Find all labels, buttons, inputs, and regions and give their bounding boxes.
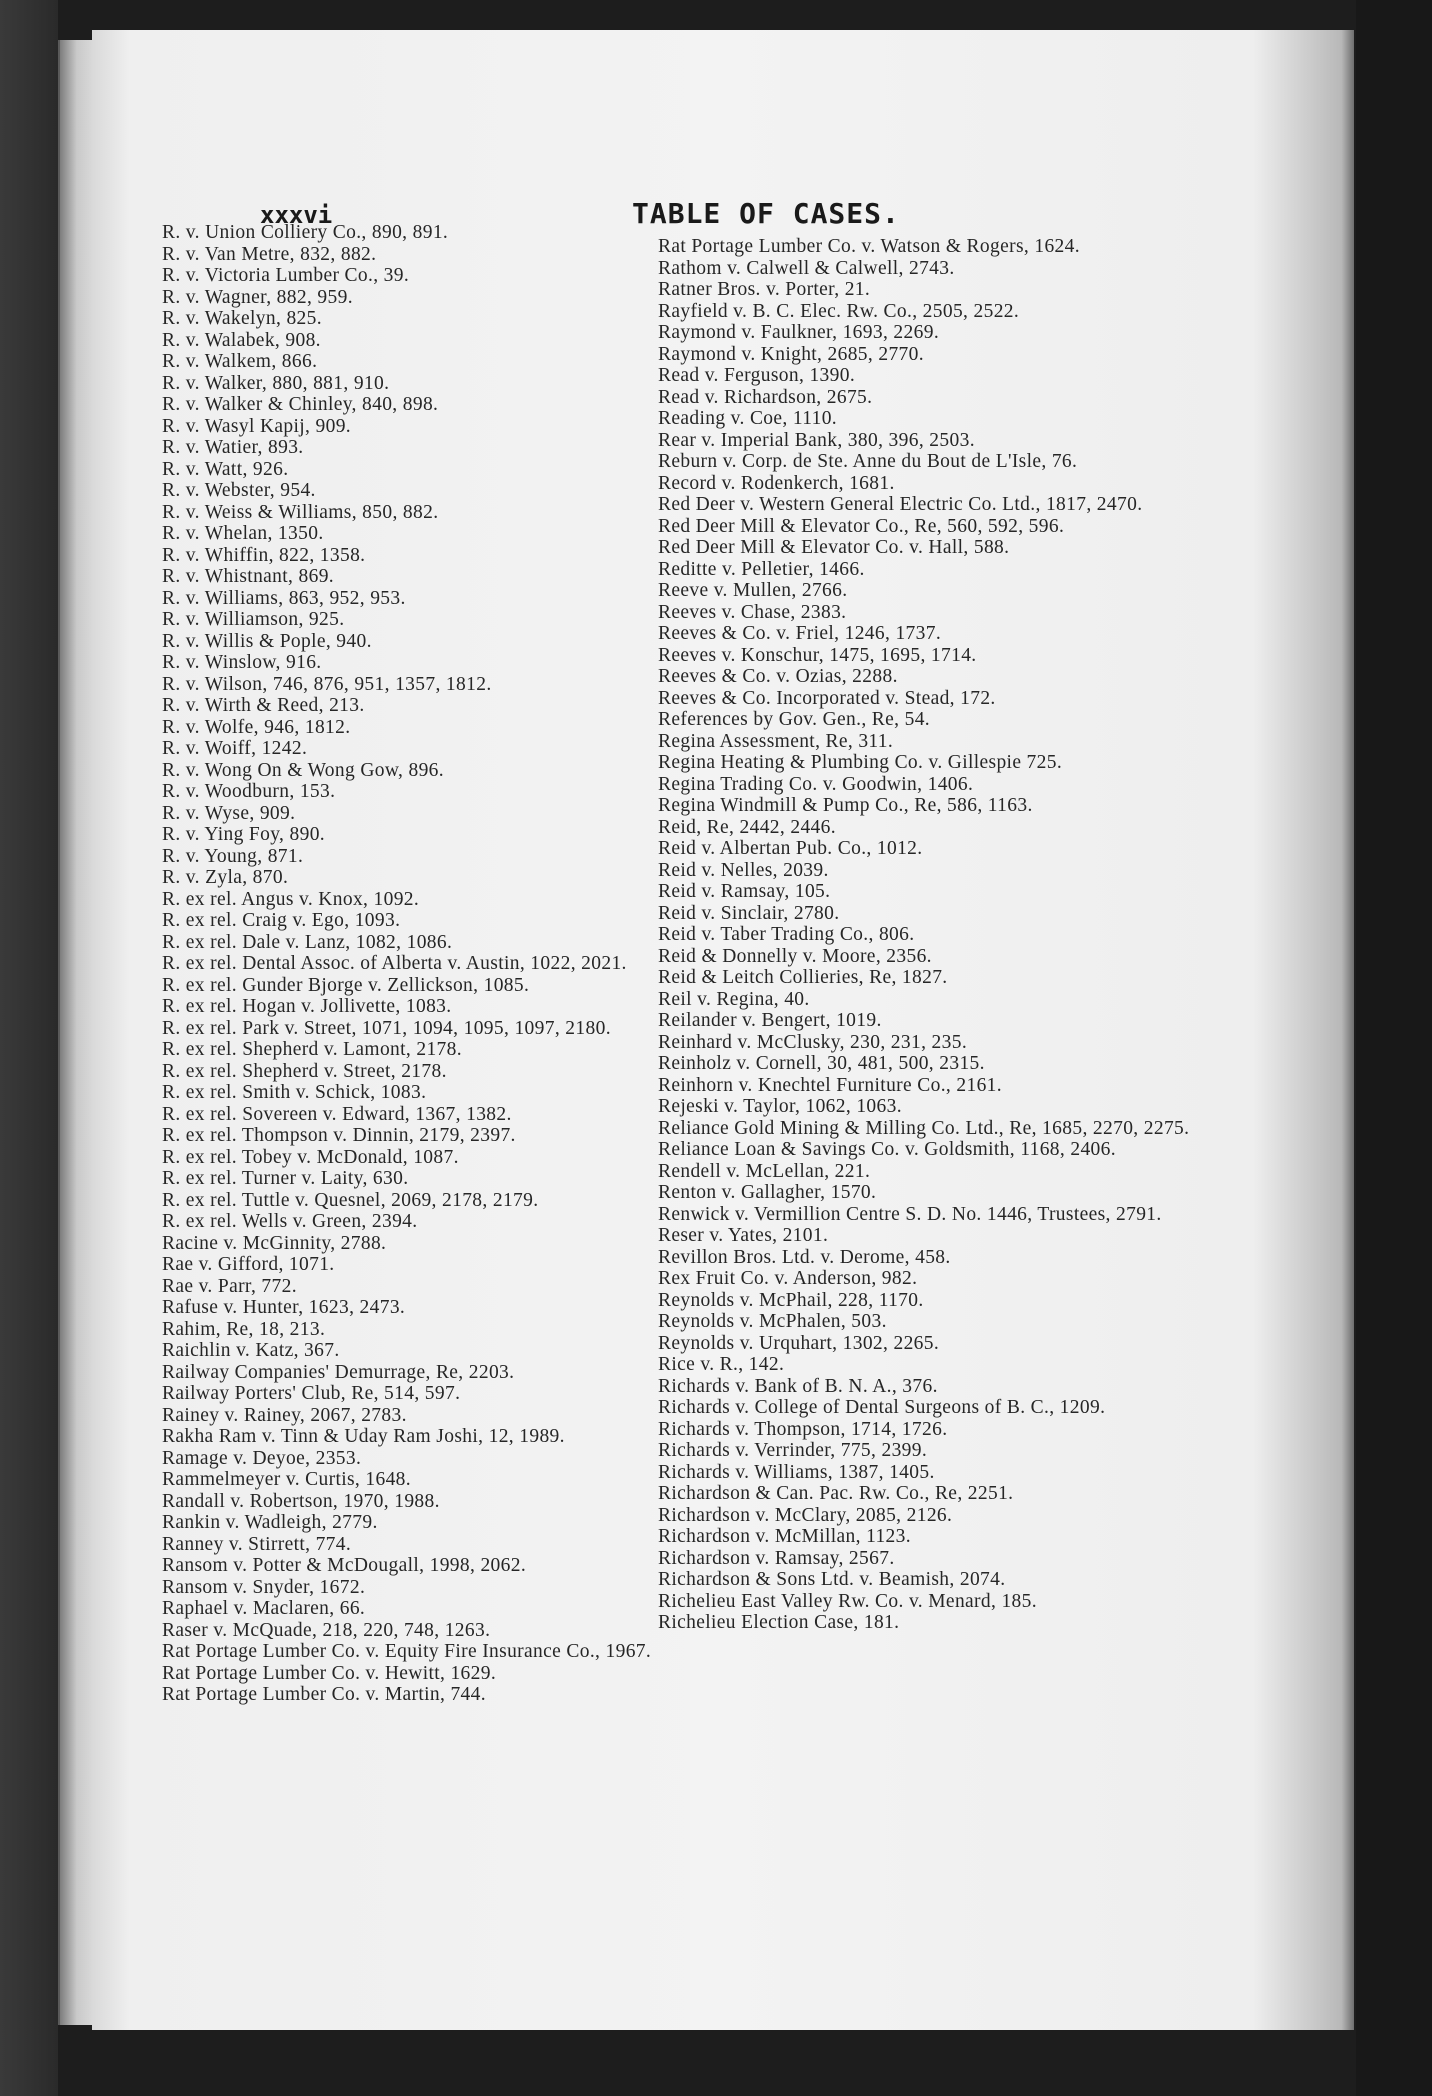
case-entry: Reil v. Regina, 40. [658,988,810,1010]
case-entry: R. v. Van Metre, 832, 882. [162,243,377,265]
case-entry: Renwick v. Vermillion Centre S. D. No. 1446, Trustees, 2791. [658,1203,1162,1225]
case-entry: R. v. Ying Foy, 890. [162,824,326,845]
case-entry: Raymond v. Knight, 2685, 2770. [658,343,924,365]
case-entry: R. v. Wasyl Kapij, 909. [162,415,352,437]
case-entry: Reinhorn v. Knechtel Furniture Co., 2161. [658,1074,1002,1096]
case-entry: Regina Assessment, Re, 311. [658,730,894,752]
case-entry: Reid & Leitch Collieries, Re, 1827. [658,967,948,988]
case-entry: R. ex rel. Tuttle v. Quesnel, 2069, 2178, 2179. [162,1189,539,1211]
case-entry: Reynolds v. McPhail, 228, 1170. [658,1289,924,1311]
left-column [162,222,742,1706]
case-entry: Rayfield v. B. C. Elec. Rw. Co., 2505, 2522. [658,300,1020,322]
case-entry: R. ex rel. Tobey v. McDonald, 1087. [162,1146,459,1168]
case-entry: Richardson v. McClary, 2085, 2126. [658,1504,953,1526]
case-entry: Reliance Gold Mining & Milling Co. Ltd., Re, 1685, 2270, 2275. [658,1117,1190,1139]
case-entry: R. v. Willis & Pople, 940. [162,630,372,652]
case-entry: R. v. Woodburn, 153. [162,781,336,802]
case-entry: Red Deer Mill & Elevator Co. v. Hall, 588. [658,537,1010,558]
scanner-background-left [0,0,58,2096]
case-entry: Reditte v. Pelletier, 1466. [658,558,865,580]
case-entry: R. v. Webster, 954. [162,480,316,501]
case-entry: Reliance Loan & Savings Co. v. Goldsmith, 1168, 2406. [658,1139,1116,1160]
case-entry: Red Deer Mill & Elevator Co., Re, 560, 592, 596. [658,515,1065,537]
case-entry: Reynolds v. Urquhart, 1302, 2265. [658,1332,940,1354]
case-entry: Ransom v. Snyder, 1672. [162,1576,366,1598]
case-entry: Rendell v. McLellan, 221. [658,1160,871,1182]
case-entry: Renton v. Gallagher, 1570. [658,1182,877,1203]
case-entry: Rankin v. Wadleigh, 2779. [162,1512,378,1533]
case-entry: R. ex rel. Dale v. Lanz, 1082, 1086. [162,931,453,953]
case-entry: Richards v. Williams, 1387, 1405. [658,1461,935,1483]
case-entry: R. v. Union Colliery Co., 890, 891. [162,222,449,243]
case-entry: Reburn v. Corp. de Ste. Anne du Bout de L'Isle, 76. [658,451,1078,472]
page-title: TABLE OF CASES. [632,197,900,230]
case-entry: Ranney v. Stirrett, 774. [162,1533,352,1555]
case-entry: Regina Heating & Plumbing Co. v. Gillespie 725. [658,752,1063,773]
case-entry: Reid v. Nelles, 2039. [658,859,829,881]
case-entry: Reid & Donnelly v. Moore, 2356. [658,945,932,967]
case-entry: Ramage v. Deyoe, 2353. [162,1447,362,1469]
case-entry: R. ex rel. Craig v. Ego, 1093. [162,910,401,931]
case-entry: Reinholz v. Cornell, 30, 481, 500, 2315. [658,1053,985,1074]
case-entry: R. ex rel. Smith v. Schick, 1083. [162,1082,427,1103]
case-entry: Richards v. Verrinder, 775, 2399. [658,1440,928,1461]
case-entry: Rakha Ram v. Tinn & Uday Ram Joshi, 12, 1989. [162,1426,565,1447]
case-entry: Raser v. McQuade, 218, 220, 748, 1263. [162,1619,491,1641]
case-entry: R. v. Whistnant, 869. [162,566,335,587]
case-entry: Railway Porters' Club, Re, 514, 597. [162,1383,461,1404]
case-entry: Rae v. Gifford, 1071. [162,1254,335,1275]
case-entry: Rejeski v. Taylor, 1062, 1063. [658,1096,902,1117]
case-entry: Rat Portage Lumber Co. v. Watson & Rogers, 1624. [658,236,1080,257]
case-entry: Ransom v. Potter & McDougall, 1998, 2062. [162,1555,527,1576]
case-entry: R. v. Wagner, 882, 959. [162,286,353,308]
case-entry: Red Deer v. Western General Electric Co. Ltd., 1817, 2470. [658,494,1143,515]
case-entry: R. v. Young, 871. [162,845,304,867]
case-entry: R. v. Watt, 926. [162,458,289,480]
case-entry: Rafuse v. Hunter, 1623, 2473. [162,1297,406,1318]
case-entry: Rear v. Imperial Bank, 380, 396, 2503. [658,429,975,451]
case-entry: Raymond v. Faulkner, 1693, 2269. [658,322,940,343]
case-entry: R. ex rel. Turner v. Laity, 630. [162,1168,409,1189]
case-entry: Revillon Bros. Ltd. v. Derome, 458. [658,1246,951,1268]
case-entry: Richelieu Election Case, 181. [658,1612,900,1633]
case-entry: Read v. Ferguson, 1390. [658,365,856,386]
case-entry: Rat Portage Lumber Co. v. Martin, 744. [162,1684,486,1705]
case-entry: R. v. Zyla, 870. [162,867,289,888]
case-entry: Rat Portage Lumber Co. v. Equity Fire Insurance Co., 1967. [162,1641,652,1662]
page-number: xxxvi [260,201,333,229]
case-entry: Reid v. Taber Trading Co., 806. [658,924,915,945]
case-entry: R. ex rel. Dental Assoc. of Alberta v. Austin, 1022, 2021. [162,953,627,974]
case-entry: Raphael v. Maclaren, 66. [162,1598,366,1619]
case-entry: R. v. Wong On & Wong Gow, 896. [162,759,444,781]
case-entry: R. v. Wakelyn, 825. [162,308,322,329]
case-entry: Reid v. Sinclair, 2780. [658,902,840,924]
case-entry: R. v. Wolfe, 946, 1812. [162,716,351,738]
case-entry: Richards v. Thompson, 1714, 1726. [658,1418,948,1440]
case-entry: R. v. Woiff, 1242. [162,738,308,759]
case-entry: Railway Companies' Demurrage, Re, 2203. [162,1361,515,1383]
case-entry: Richards v. Bank of B. N. A., 376. [658,1375,938,1397]
case-entry: Racine v. McGinnity, 2788. [162,1232,387,1254]
case-entry: References by Gov. Gen., Re, 54. [658,709,931,730]
case-entry: Reeves v. Chase, 2383. [658,601,847,623]
case-entry: R. v. Winslow, 916. [162,652,322,673]
case-entry: Rainey v. Rainey, 2067, 2783. [162,1404,407,1426]
case-entry: Reeve v. Mullen, 2766. [658,580,848,601]
case-entry: Reeves & Co. Incorporated v. Stead, 172. [658,687,996,709]
case-entry: Reid v. Albertan Pub. Co., 1012. [658,838,923,859]
case-entry: Rat Portage Lumber Co. v. Hewitt, 1629. [162,1662,497,1684]
case-entry: Reeves & Co. v. Friel, 1246, 1737. [658,623,942,644]
case-entry: R. v. Wirth & Reed, 213. [162,695,365,716]
case-entry: Richelieu East Valley Rw. Co. v. Menard, 185. [658,1590,1037,1612]
case-entry: R. ex rel. Thompson v. Dinnin, 2179, 2397. [162,1125,516,1146]
case-entry: Richardson & Sons Ltd. v. Beamish, 2074. [658,1569,1006,1590]
case-entry: R. ex rel. Hogan v. Jollivette, 1083. [162,996,452,1017]
case-entry: Richards v. College of Dental Surgeons of B. C., 1209. [658,1397,1106,1418]
case-entry: R. ex rel. Shepherd v. Lamont, 2178. [162,1039,462,1060]
case-entry: Rae v. Parr, 772. [162,1275,297,1297]
case-entry: R. ex rel. Sovereen v. Edward, 1367, 1382. [162,1103,512,1125]
case-entry: R. ex rel. Shepherd v. Street, 2178. [162,1060,447,1082]
case-entry: Richardson v. Ramsay, 2567. [658,1547,895,1569]
case-entry: Rammelmeyer v. Curtis, 1648. [162,1469,411,1490]
case-entry: Reser v. Yates, 2101. [658,1225,829,1246]
case-entry: Rex Fruit Co. v. Anderson, 982. [658,1268,918,1289]
case-entry: Regina Windmill & Pump Co., Re, 586, 1163. [658,795,1033,816]
case-entry: Rahim, Re, 18, 213. [162,1318,326,1340]
case-entry: R. ex rel. Park v. Street, 1071, 1094, 1095, 1097, 2180. [162,1017,611,1039]
scanner-background-right [1356,0,1432,2096]
case-entry: R. v. Watier, 893. [162,437,304,458]
case-entry: Reid, Re, 2442, 2446. [658,816,836,838]
case-entry: R. v. Weiss & Williams, 850, 882. [162,501,439,523]
case-entry: Rice v. R., 142. [658,1354,785,1375]
case-entry: R. v. Whiffin, 822, 1358. [162,544,366,566]
case-entry: Richardson & Can. Pac. Rw. Co., Re, 2251. [658,1483,1014,1504]
case-entry: Rathom v. Calwell & Calwell, 2743. [658,257,955,279]
case-entry: Reilander v. Bengert, 1019. [658,1010,882,1031]
case-entry: R. ex rel. Gunder Bjorge v. Zellickson, 1085. [162,974,530,996]
case-entry: R. v. Wyse, 909. [162,802,296,824]
case-entry: R. v. Walkem, 866. [162,351,318,372]
case-entry: R. v. Walker & Chinley, 840, 898. [162,394,439,415]
case-entry: Reading v. Coe, 1110. [658,408,838,429]
case-entry: R. v. Victoria Lumber Co., 39. [162,265,410,286]
case-entry: Reynolds v. McPhalen, 503. [658,1311,887,1332]
case-entry: R. v. Wilson, 746, 876, 951, 1357, 1812. [162,673,492,695]
case-entry: Reeves & Co. v. Ozias, 2288. [658,666,898,687]
case-entry: Regina Trading Co. v. Goodwin, 1406. [658,773,974,795]
case-entry: R. v. Williams, 863, 952, 953. [162,587,406,609]
case-entry: Raichlin v. Katz, 367. [162,1340,340,1361]
case-entry: Randall v. Robertson, 1970, 1988. [162,1490,440,1512]
case-entry: Reinhard v. McClusky, 230, 231, 235. [658,1031,968,1053]
case-entry: R. ex rel. Wells v. Green, 2394. [162,1211,418,1232]
case-entry: R. v. Whelan, 1350. [162,523,324,544]
right-column [658,236,1254,1634]
case-entry: Richardson v. McMillan, 1123. [658,1526,911,1547]
case-entry: R. v. Williamson, 925. [162,609,345,630]
case-entry: Reeves v. Konschur, 1475, 1695, 1714. [658,644,977,666]
case-entry: Ratner Bros. v. Porter, 21. [658,279,871,300]
case-entry: Reid v. Ramsay, 105. [658,881,831,902]
case-entry: R. v. Walabek, 908. [162,329,321,351]
case-entry: Read v. Richardson, 2675. [658,386,873,408]
case-entry: R. v. Walker, 880, 881, 910. [162,372,390,394]
case-entry: R. ex rel. Angus v. Knox, 1092. [162,888,420,910]
case-entry: Record v. Rodenkerch, 1681. [658,472,895,494]
